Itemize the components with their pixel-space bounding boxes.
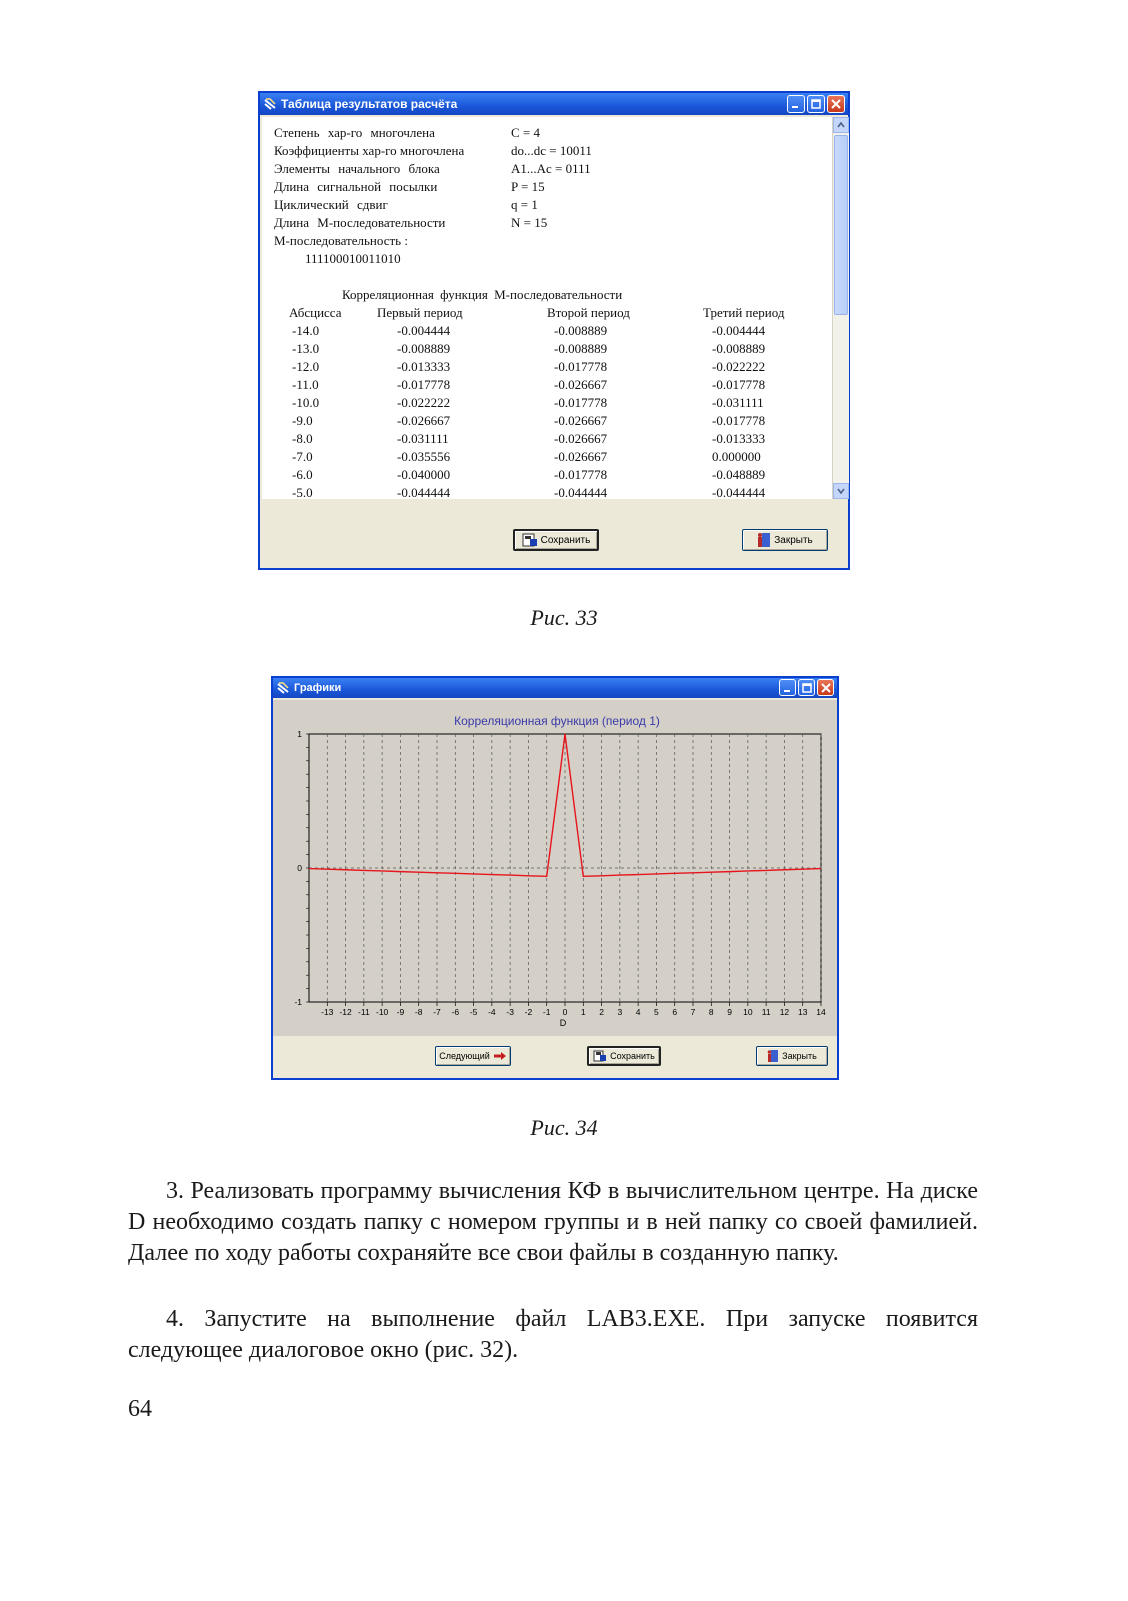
window-title: Таблица результатов расчёта: [281, 97, 458, 111]
save-label: Сохранить: [610, 1051, 655, 1061]
x-tick-label: 11: [761, 1007, 771, 1017]
minimize-button[interactable]: [779, 679, 796, 696]
table-cell-value: -0.017778: [554, 359, 608, 374]
param-value: N = 15: [511, 215, 548, 230]
next-button[interactable]: [435, 1046, 511, 1066]
table-cell-abscissa: -11.0: [292, 377, 319, 392]
chevron-up-icon: [837, 122, 845, 128]
results-table-window: [258, 91, 850, 570]
maximize-button[interactable]: [807, 95, 825, 113]
title-bar[interactable]: [260, 93, 848, 115]
save-icon: [522, 533, 538, 547]
figure-caption: Рис. 33: [530, 605, 598, 630]
param-label: Коэффициенты хар-го многочлена: [274, 143, 465, 158]
table-cell-value: -0.008889: [712, 341, 766, 356]
table-cell-value: -0.008889: [554, 323, 608, 338]
paragraph-text: 4. Запустите на выполнение файл LAB3.EXE. При запуске появится следующее диалоговое окно (рис. 32).: [128, 1306, 978, 1363]
table-cell-value: -0.022222: [712, 359, 766, 374]
close-button[interactable]: [742, 529, 828, 551]
table-cell-value: -0.017778: [712, 377, 766, 392]
table-cell-value: -0.044444: [712, 485, 766, 499]
table-cell-value: -0.022222: [397, 395, 451, 410]
x-tick-label: 0: [562, 1007, 568, 1017]
x-tick-label: -11: [358, 1007, 370, 1017]
app-icon: [277, 682, 289, 694]
param-label: Длина сигнальной посылки: [274, 179, 438, 194]
param-label: Длина М-последовательности: [274, 215, 446, 230]
column-header: Второй период: [547, 305, 630, 320]
next-label: Следующий: [439, 1051, 490, 1061]
table-cell-abscissa: -6.0: [292, 467, 313, 482]
table-cell-value: 0.000000: [712, 449, 761, 464]
table-cell-value: -0.048889: [712, 467, 766, 482]
table-cell-value: -0.026667: [554, 449, 608, 464]
table-cell-value: -0.017778: [712, 413, 766, 428]
close-label: Закрыть: [782, 1051, 817, 1061]
page-number: 64: [128, 1396, 152, 1422]
x-tick-label: -8: [414, 1007, 423, 1017]
paragraph: [128, 1304, 978, 1366]
table-cell-value: -0.017778: [554, 467, 608, 482]
correlation-chart: [273, 700, 837, 1036]
x-tick-label: -10: [375, 1007, 389, 1017]
save-icon: [593, 1050, 607, 1062]
table-cell-abscissa: -7.0: [292, 449, 313, 464]
table-cell-value: -0.031111: [712, 395, 764, 410]
minimize-button[interactable]: [787, 95, 805, 113]
close-icon: [831, 99, 841, 109]
table-cell-value: -0.013333: [397, 359, 451, 374]
chart-title: Корреляционная функция (период 1): [454, 714, 660, 728]
param-value: P = 15: [511, 179, 545, 194]
title-bar[interactable]: [273, 678, 837, 698]
y-tick-label: -1: [294, 997, 302, 1007]
x-tick-label: -4: [488, 1007, 496, 1017]
paragraph-text: 3. Реализовать программу вычисления КФ в вычислительном центре. На диске D необходимо создать папку с номером группы и в ней папку со своей фамилией. Далее по ходу работы сохраняйте все свои файлы в созданную папку.: [128, 1178, 978, 1266]
chevron-down-icon: [837, 488, 845, 494]
x-tick-label: -1: [542, 1007, 551, 1017]
table-cell-abscissa: -12.0: [292, 359, 320, 374]
x-tick-label: 12: [779, 1007, 790, 1017]
x-tick-label: 8: [708, 1007, 714, 1017]
vertical-scrollbar[interactable]: [832, 117, 849, 499]
save-button[interactable]: [513, 529, 599, 551]
param-label: Степень хар-го многочлена: [274, 125, 435, 140]
x-tick-label: 4: [635, 1007, 641, 1017]
x-tick-label: -6: [451, 1007, 460, 1017]
close-window-button[interactable]: [817, 679, 834, 696]
x-tick-label: 1: [580, 1007, 586, 1017]
table-cell-value: -0.017778: [554, 395, 608, 410]
column-header: Третий период: [703, 305, 785, 320]
exit-door-icon: [757, 532, 771, 548]
mseq-value: 111100010011010: [305, 251, 401, 266]
table-cell-value: -0.008889: [554, 341, 608, 356]
x-tick-label: 14: [816, 1007, 826, 1017]
save-label: Сохранить: [540, 534, 591, 546]
table-cell-abscissa: -13.0: [292, 341, 320, 356]
arrow-right-icon: [493, 1051, 507, 1061]
table-cell-value: -0.013333: [712, 431, 766, 446]
x-tick-label: -9: [396, 1007, 405, 1017]
table-cell-abscissa: -5.0: [292, 485, 313, 499]
param-value: q = 1: [511, 197, 538, 212]
close-window-button[interactable]: [827, 95, 845, 113]
x-tick-label: -3: [506, 1007, 514, 1017]
minimize-icon: [791, 99, 801, 109]
maximize-icon: [811, 99, 821, 109]
param-label: Циклический сдвиг: [274, 197, 388, 212]
scroll-down-button[interactable]: [833, 483, 849, 499]
exit-door-icon: [767, 1049, 779, 1063]
column-header: Абсцисса: [289, 305, 342, 320]
param-label: Элементы начального блока: [274, 161, 440, 176]
table-cell-value: -0.008889: [397, 341, 451, 356]
y-tick-label: 1: [297, 729, 302, 739]
param-value: C = 4: [511, 125, 541, 140]
maximize-button[interactable]: [798, 679, 815, 696]
table-cell-value: -0.004444: [712, 323, 766, 338]
table-cell-value: -0.035556: [397, 449, 451, 464]
scroll-thumb[interactable]: [834, 135, 848, 315]
x-tick-label: 6: [672, 1007, 678, 1017]
x-tick-label: -2: [524, 1007, 533, 1017]
x-tick-label: 7: [690, 1007, 696, 1017]
x-tick-label: 10: [743, 1007, 753, 1017]
table-cell-value: -0.026667: [554, 413, 608, 428]
figure-caption: Рис. 34: [530, 1115, 598, 1140]
scroll-up-button[interactable]: [833, 117, 849, 133]
table-cell-value: -0.026667: [397, 413, 451, 428]
table-cell-abscissa: -9.0: [292, 413, 313, 428]
x-tick-label: 5: [654, 1007, 659, 1017]
paragraph: [128, 1176, 978, 1269]
table-cell-value: -0.031111: [397, 431, 449, 446]
close-button[interactable]: [756, 1046, 828, 1066]
x-tick-label: -13: [321, 1007, 334, 1017]
param-value: do...dc = 10011: [511, 143, 592, 158]
column-header: Первый период: [377, 305, 463, 320]
x-axis-label: D: [559, 1018, 567, 1028]
table-cell-value: -0.044444: [397, 485, 451, 499]
maximize-icon: [802, 683, 812, 693]
table-cell-value: -0.044444: [554, 485, 608, 499]
results-text-area[interactable]: Степень хар-го многочлена C = 4 Коэффициенты хар-го многочлена do...dc = 10011 Элементы начального блока A1...Ac = 0111 Длина сигнальной посылки P = 15 Циклический сдвиг q = 1 Длина М-последовательности N = 15 М-последовательность : 111100010011010 Корреляционная функция М-последовательности Абсцисса Первый период Второй период Третий период -14.0 -0.004444 -0.008889 -0.004444 -13.0 -0.008889 -0.008889 -0.008889 -12.0 -0.013333 -0.017778 -0.022222 -11.0 -0.017778 -0.026667 -0.017778 -10.0 -0.022222 -0.017778 -0.031111 -9.0 -0.026667 -0.026667 -0.017778 -8.0 -0.031111 -0.026667 -0.013333 -7.0 -0.035556 -0.026667 0.000000 -6.0 -0.040000 -0.017778 -0.048889 -5.0 -0.044444 -0.044444 -0.044444: [262, 117, 832, 499]
param-value: A1...Ac = 0111: [511, 161, 591, 176]
table-cell-abscissa: -10.0: [292, 395, 320, 410]
save-button[interactable]: [587, 1046, 661, 1066]
x-tick-label: -12: [339, 1007, 352, 1017]
x-tick-label: 3: [617, 1007, 623, 1017]
corr-function-title: Корреляционная функция М-последовательности: [342, 287, 623, 302]
x-tick-label: 9: [727, 1007, 732, 1017]
x-tick-label: -7: [433, 1007, 441, 1017]
app-icon: [264, 98, 276, 110]
table-cell-value: -0.026667: [554, 377, 608, 392]
table-cell-abscissa: -14.0: [292, 323, 320, 338]
close-label: Закрыть: [774, 534, 813, 546]
table-cell-value: -0.004444: [397, 323, 451, 338]
table-cell-value: -0.017778: [397, 377, 451, 392]
graphs-window: [271, 676, 839, 1080]
window-title: Графики: [294, 682, 342, 694]
x-tick-label: -5: [469, 1007, 478, 1017]
table-cell-abscissa: -8.0: [292, 431, 313, 446]
table-cell-value: -0.026667: [554, 431, 608, 446]
minimize-icon: [783, 683, 793, 693]
x-tick-label: 13: [797, 1007, 808, 1017]
close-icon: [821, 683, 831, 693]
table-cell-value: -0.040000: [397, 467, 451, 482]
y-tick-label: 0: [297, 863, 302, 873]
x-tick-label: 2: [599, 1007, 604, 1017]
